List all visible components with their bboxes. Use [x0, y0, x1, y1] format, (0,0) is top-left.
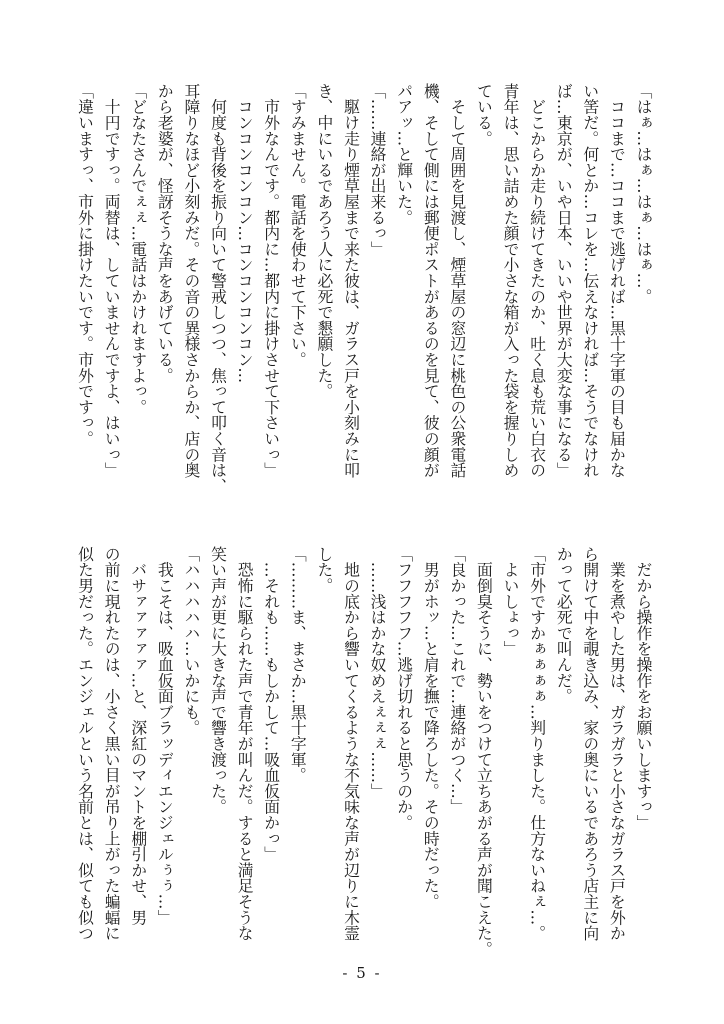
- text-line: 我こそは、吸血仮面ブラッディエンジェルぅぅ…」: [155, 546, 175, 926]
- text-line: 男がホッ…と肩を撫で降ろした。その時だった。: [421, 546, 441, 910]
- text-line: ココまで…ココまで逃げれば…黒十字軍の目も届かな: [607, 83, 627, 478]
- text-line: 「どなたさんでぇぇ…電話はかけれますよっ。: [128, 83, 148, 415]
- text-block-top: [71, 83, 656, 494]
- text-line: 「良かった…これで…連絡がつく…」: [447, 546, 467, 815]
- text-line: かって必死で叫んだ。: [554, 546, 574, 704]
- text-line: 「市外ですかぁぁぁぁ…判りました。仕方ないねぇ…。: [527, 546, 547, 941]
- text-line: の前に現れたのは、小さく黒い目が吊り上がった蝙蝠に: [102, 546, 122, 941]
- text-line: 恐怖に駆られた声で青年が叫んだ。すると満足そうな: [235, 546, 255, 941]
- text-line: どこからか走り続けてきたのか、吐く息も荒い白衣の: [527, 83, 547, 478]
- text-line: 「すみません。電話を使わせて下さい。: [288, 83, 308, 368]
- text-line: 似た男だった。エンジェルという名前とは、似ても似つ: [75, 546, 95, 941]
- text-line: 「違いますっ、市外に掛けたいです。市外ですっ。: [75, 83, 95, 447]
- text-line: 青年は、思い詰めた顔で小さな箱が入った袋を握りしめ: [501, 83, 521, 478]
- text-line: パアッ…と輝いた。: [394, 83, 414, 226]
- text-line: ている。: [474, 83, 494, 147]
- text-line: い筈だ。何とか…コレを…伝えなければ…そうでなけれ: [580, 83, 600, 478]
- text-line: ば…東京が、いや日本、いいや世界が大変な事になる」: [554, 83, 574, 478]
- text-line: き、中にいるであろう人に必死で懇願した。: [314, 83, 334, 399]
- text-line: 業を煮やした男は、ガラガラと小さなガラス戸を外か: [607, 546, 627, 941]
- text-line: バサァァァァァ…と、深紅のマントを棚引かせ、男: [128, 546, 148, 926]
- text-line: だから操作を操作をお願いしますっ」: [634, 546, 653, 831]
- text-line: 「………ま、まさか…黒十字軍。: [288, 546, 308, 783]
- text-line: 「はぁ…はぁ…はぁ…はぁ…。: [634, 83, 653, 305]
- text-line: 「ハハハハハ…いかにも。: [181, 546, 201, 736]
- text-line: そして周囲を見渡し、煙草屋の窓辺に桃色の公衆電話: [447, 83, 467, 478]
- text-line: ら開けて中を覗き込み、家の奥にいるであろう店主に向: [580, 546, 600, 941]
- text-line: 笑い声が更に大きな声で響き渡った。: [208, 546, 228, 815]
- text-line: 十円ですっ。両替は、していませんですよ、はいっ」: [102, 83, 122, 478]
- text-line: 「……連絡が出来るっ」: [368, 83, 388, 257]
- text-line: 面倒臭そうに、勢いをつけて立ちあがる声が聞こえた。: [474, 546, 494, 957]
- text-line: 駆け走り煙草屋まで来た彼は、ガラス戸を小刻みに叩: [341, 83, 361, 478]
- text-line: 「フフフフフ…逃げ切れると思うのか。: [394, 546, 414, 831]
- text-line: から老婆が、怪訝そうな声をあげている。: [155, 83, 175, 384]
- text-line: した。: [314, 546, 334, 594]
- text-line: コンコンコンコン…コンコンコンコン…: [235, 83, 255, 384]
- text-line: …それも……もしかして…吸血仮面かっ」: [261, 546, 281, 862]
- text-line: よいしょっ」: [501, 546, 521, 657]
- page-number: - 5 -: [342, 964, 382, 982]
- text-line: 機、そして側には郵便ポストがあるのを見て、彼の顔が: [421, 83, 441, 478]
- text-block-bottom: [71, 546, 656, 966]
- text-line: 地の底から響いてくるような不気味な声が辺りに木霊: [341, 546, 361, 941]
- text-line: 耳障りなほど小刻みだ。その音の異様さからか、店の奥: [181, 83, 201, 478]
- text-line: 市外なんです。都内に…都内に掛けさせて下さいっ」: [261, 83, 281, 478]
- text-line: 何度も背後を振り向いて警戒しつつ、焦って叩く音は、: [208, 83, 228, 494]
- text-line: ……浅はかな奴めえぇぇぇ……」: [368, 546, 388, 799]
